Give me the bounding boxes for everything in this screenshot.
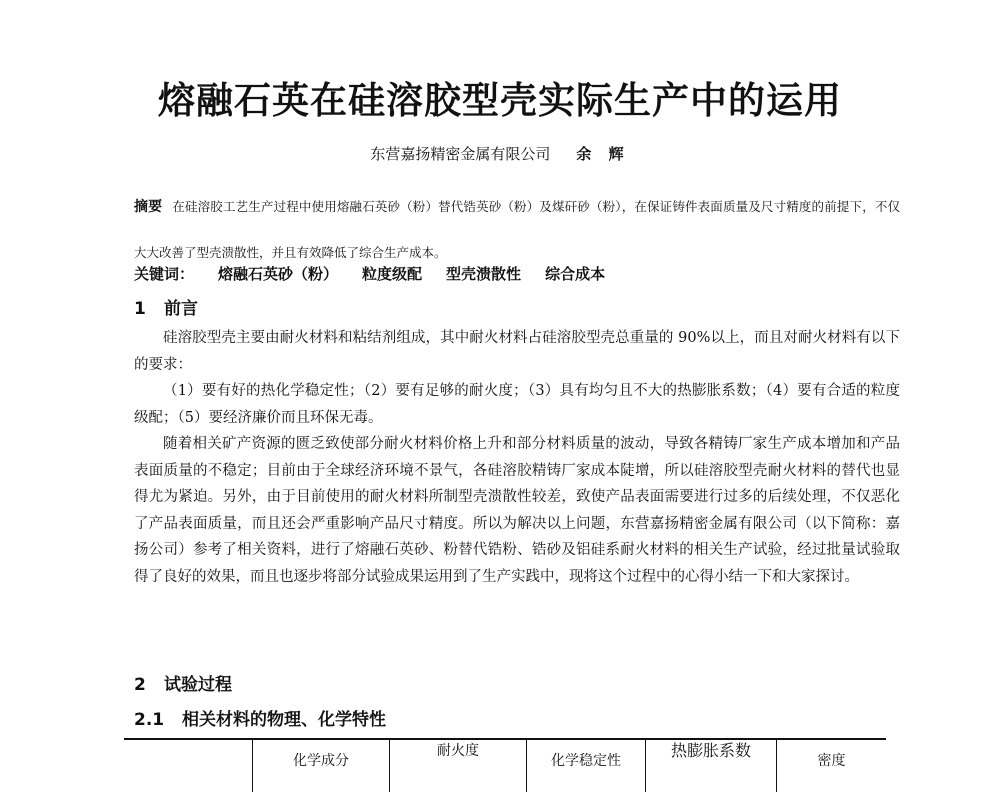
table-header-cell: 热膨胀系数 bbox=[646, 740, 777, 792]
keywords bbox=[134, 262, 900, 286]
table-header-cell: 密度 bbox=[777, 740, 887, 792]
keyword-item: 粒度级配 bbox=[362, 265, 423, 283]
section-heading-2 bbox=[134, 672, 232, 698]
keyword-item: 综合成本 bbox=[545, 265, 606, 283]
section-title: 试验过程 bbox=[164, 675, 232, 695]
table-header-cell: 化学成分 bbox=[253, 740, 390, 792]
paper-title: 熔融石英在硅溶胶型壳实际生产中的运用 bbox=[158, 79, 842, 122]
author-name: 余 辉 bbox=[576, 145, 630, 163]
author-line bbox=[0, 143, 1000, 165]
keyword-item: 熔融石英砂（粉） bbox=[218, 265, 339, 283]
table-header-cell bbox=[124, 740, 253, 792]
affiliation: 东营嘉扬精密金属有限公司 bbox=[370, 145, 551, 163]
section-title: 相关材料的物理、化学特性 bbox=[182, 710, 386, 730]
section-number: 2 bbox=[134, 675, 146, 695]
abstract-label: 摘要 bbox=[134, 199, 163, 215]
keyword-item: 型壳溃散性 bbox=[446, 265, 522, 283]
paragraph: （1）要有好的热化学稳定性；（2）要有足够的耐火度；（3）具有均匀且不大的热膨胀系数；（4）要有合适的粒度级配；（5）要经济廉价而且环保无毒。 bbox=[134, 383, 900, 426]
paragraph: 随着相关矿产资源的匮乏致使部分耐火材料价格上升和部分材料质量的波动，导致各精铸厂家生产成本增加和产品表面质量的不稳定；目前由于全球经济环境不景气，各硅溶胶精铸厂家成本陡增，所以硅溶胶型壳耐火材料的替代也显得尤为紧迫。另外，由于目前使用的耐火材料所制型壳溃散性较差，致使产品表面需要进行过多的后续处理，不仅恶化了产品表面质量，而且还会严重影响产品尺寸精度。所以为解决以上问题，东营嘉扬精密金属有限公司（以下简称：嘉扬公司）参考了相关资料，进行了熔融石英砂、粉替代锆粉、锆砂及铝硅系耐火材料的相关生产试验，经过批量试验取得了良好的效果，而且也逐步将部分试验成果运用到了生产实践中，现将这个过程中的心得小结一下和大家探讨。 bbox=[134, 436, 900, 585]
section-number: 1 bbox=[134, 299, 146, 319]
paragraph: 硅溶胶型壳主要由耐火材料和粘结剂组成，其中耐火材料占硅溶胶型壳总重量的 90%以上，而且对耐火材料有以下的要求： bbox=[134, 330, 900, 373]
table-header-cell: 化学稳定性 bbox=[527, 740, 646, 792]
table-header-cell: 耐火度 bbox=[390, 740, 527, 792]
properties-table bbox=[124, 738, 886, 780]
section-title: 前言 bbox=[164, 299, 198, 319]
subsection-heading-2-1 bbox=[134, 707, 386, 733]
keywords-label: 关键词： bbox=[134, 265, 195, 283]
section-heading-1 bbox=[134, 296, 198, 322]
table bbox=[124, 740, 886, 792]
section-number: 2.1 bbox=[134, 710, 165, 730]
table-header-row bbox=[124, 740, 886, 792]
abstract-text: 在硅溶胶工艺生产过程中使用熔融石英砂（粉）替代锆英砂（粉）及煤矸砂（粉），在保证铸件表面质量及尺寸精度的前提下，不仅大大改善了型壳溃散性，并且有效降低了综合生产成本。 bbox=[134, 199, 901, 260]
